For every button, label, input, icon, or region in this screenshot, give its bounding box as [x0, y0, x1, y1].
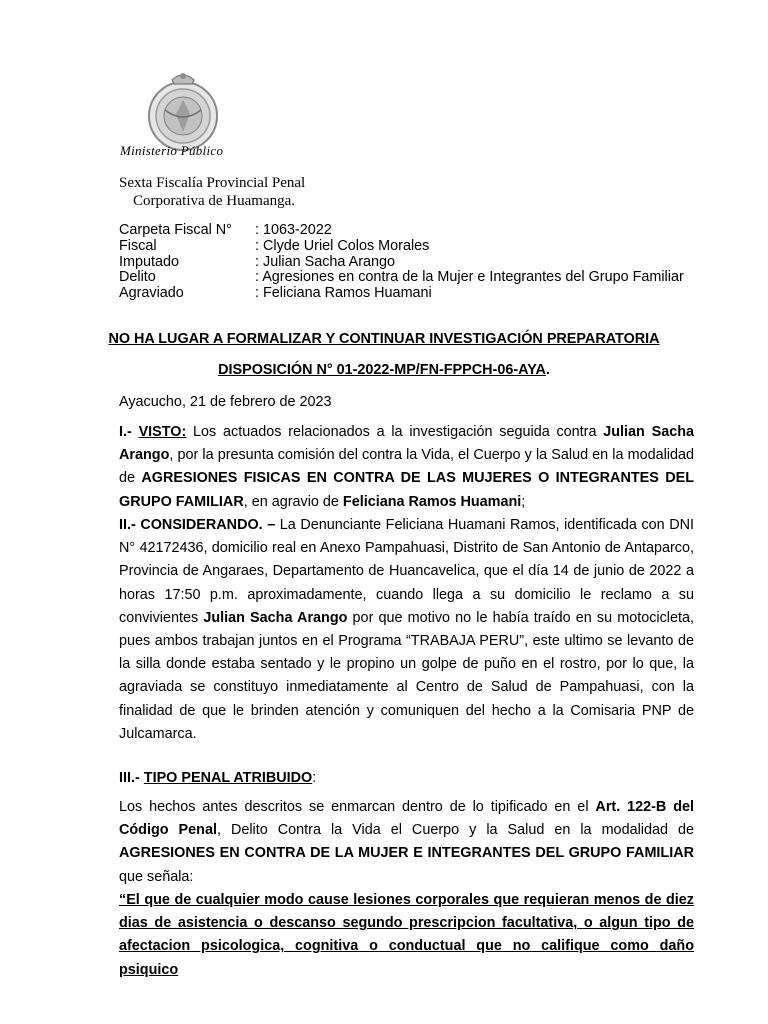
case-label: Carpeta Fiscal N° — [119, 222, 232, 238]
case-row — [119, 223, 684, 239]
legal-quote: “El que de cualquier modo cause lesiones corporales que requieran menos de diez dias de asistencia o descanso segundo prescripcion facultativa, o algun tipo de afectacion psicologica, cognitiva o conductual que no califique como daño psiquico — [119, 892, 694, 978]
case-label: Delito — [119, 269, 156, 286]
case-value: : 1063-2022 — [255, 222, 332, 238]
visto-number: I.- — [119, 424, 139, 440]
considerando-text-1: La Denunciante Feliciana Huamani Ramos, identificada con DNI N° 42172436, domicilio real en Anexo Pampahuasi, Distrito de San Antonio de Antaparco, Provincia de Angaraes, Departamento de Huancavelica, que el día 14 de junio de 2022 a horas 17:50 p.m. aproximadamente, cuando llega a su domicilio le reclamo a su convivientes — [119, 517, 694, 626]
section-tipo-penal-text — [119, 796, 694, 889]
considerando-label: II.- CONSIDERANDO. – — [119, 517, 276, 533]
case-value: : Feliciana Ramos Huamani — [255, 285, 432, 302]
office-name — [119, 174, 305, 210]
considerando-accused: Julian Sacha Arango — [203, 609, 348, 626]
tipo-penal-number: III.- — [119, 770, 144, 786]
tipo-penal-article: Art. 122-B del Código Penal — [119, 799, 694, 839]
visto-victim: Feliciana Ramos Huamani — [342, 493, 522, 510]
section-visto — [119, 421, 694, 514]
disposition-number-text: DISPOSICIÓN N° 01-2022-MP/FN-FPPCH-06-AYA — [218, 362, 546, 378]
case-label: Agraviado — [119, 285, 184, 302]
tipo-penal-text-3: que señala: — [119, 868, 194, 885]
visto-text-1: Los actuados relacionados a la investigación seguida contra — [186, 424, 604, 440]
seal-caption: Ministerio Público — [120, 143, 224, 158]
office-line-1: Sexta Fiscalía Provincial Penal — [119, 175, 306, 191]
case-label: Imputado — [119, 253, 180, 270]
tipo-penal-crime: AGRESIONES EN CONTRA DE LA MUJER E INTEGRANTES DEL GRUPO FAMILIAR — [119, 845, 694, 862]
visto-text-4: ; — [521, 493, 526, 510]
case-value: : Julian Sacha Arango — [255, 253, 396, 270]
visto-crime: AGRESIONES FISICAS EN CONTRA DE LAS MUJERES O INTEGRANTES DEL GRUPO FAMILIAR — [119, 470, 694, 510]
case-row — [119, 286, 684, 302]
case-value: : Agresiones en contra de la Mujer e Integrantes del Grupo Familiar — [255, 269, 684, 286]
tipo-penal-text-1: Los hechos antes descritos se enmarcan dentro de lo tipificado en el — [119, 799, 596, 815]
tipo-penal-label: TIPO PENAL ATRIBUIDO — [143, 770, 313, 786]
section-considerando — [119, 514, 694, 746]
case-details — [119, 223, 684, 302]
case-row — [119, 239, 684, 255]
office-line-2: Corporativa de Huamanga. — [133, 193, 296, 209]
considerando-text-2: por que motivo no le había traído en su motocicleta, pues ambos trabajan juntos en el Programa “TRABAJA PERU”, este ultimo se levanto de la silla donde estaba sentado y le propino un golpe de puño en el rostro, por lo que, la agraviada se constituyo inmediatamente al Centro de Salud de Pampahuasi, con la finalidad de que le brinden atención y comuniquen del hecho a la Comisaria PNP de Julcamarca. — [119, 609, 694, 742]
disposition-number — [0, 362, 768, 378]
resolution-title-text: NO HA LUGAR A FORMALIZAR Y CONTINUAR INVESTIGACIÓN PREPARATORIA — [108, 331, 660, 347]
visto-text-2: , por la presunta comisión del contra la Vida, el Cuerpo y la Salud en la modalidad de — [119, 447, 694, 487]
tipo-penal-colon: : — [312, 770, 317, 786]
visto-text-3: , en agravio de — [243, 493, 343, 510]
case-label: Fiscal — [119, 237, 157, 254]
section-tipo-penal-heading — [119, 767, 694, 790]
disposition-period: . — [545, 362, 550, 378]
visto-label: VISTO: — [138, 424, 187, 440]
case-row — [119, 255, 684, 271]
case-row — [119, 270, 684, 286]
case-value: : Clyde Uriel Colos Morales — [255, 237, 430, 254]
visto-accused: Julian Sacha Arango — [119, 424, 694, 464]
resolution-title — [0, 331, 768, 347]
document-date: Ayacucho, 21 de febrero de 2023 — [119, 394, 332, 410]
tipo-penal-text-2: , Delito Contra la Vida el Cuerpo y la Salud en la modalidad de — [216, 822, 694, 839]
